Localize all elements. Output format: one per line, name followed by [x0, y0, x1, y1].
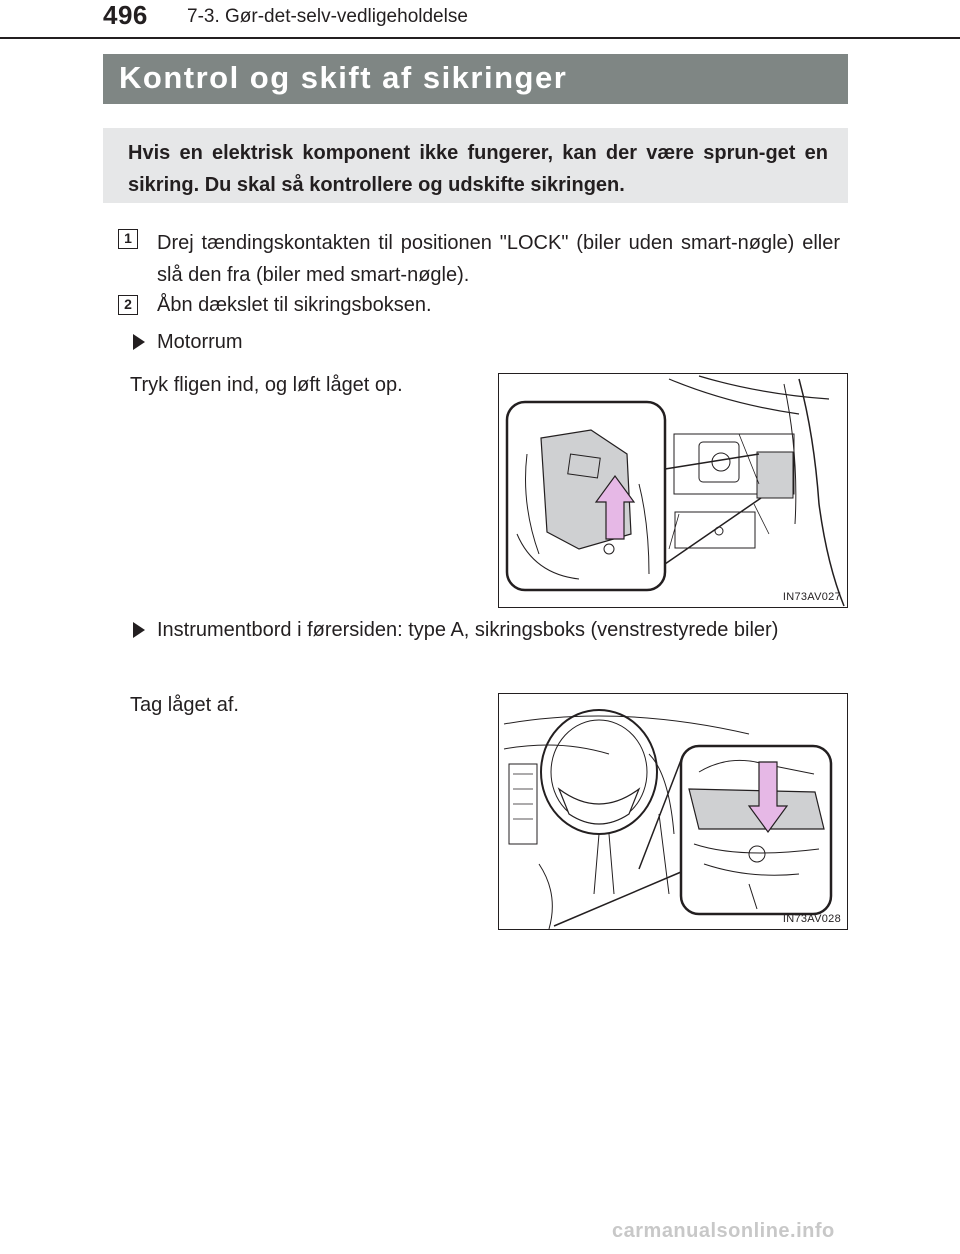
step-badge-1: 1 [118, 229, 138, 249]
instrument-panel-illustration [498, 693, 848, 930]
step-2-text: Åbn dækslet til sikringsboksen. [157, 294, 432, 316]
engine-fuse-box-drawing [499, 374, 849, 609]
header-rule [0, 37, 960, 39]
step-badge-2: 2 [118, 295, 138, 315]
bullet-triangle-icon [133, 622, 145, 638]
intro-box [103, 128, 848, 203]
dashboard-fuse-box-drawing [499, 694, 849, 931]
section-banner [103, 54, 848, 104]
subsection-2-heading: Instrumentbord i førersiden: type A, sikringsboks (venstrestyrede biler) [157, 619, 779, 641]
subsection-1-instruction: Tryk fligen ind, og løft låget op. [130, 374, 403, 396]
subsection-1-heading: Motorrum [157, 331, 243, 353]
page-number: 496 [103, 0, 148, 30]
step-1-text: Drej tændingskontakten til positionen "LOCK" (biler uden smart-nøgle) eller slå den fra (biler med smart-nøgle). [157, 232, 840, 286]
figure-code-2: IN73AV028 [782, 913, 841, 925]
section-title: Kontrol og skift af sikringer [119, 60, 568, 95]
intro-text: Hvis en elektrisk komponent ikke fungerer, kan der være sprun-get en sikring. Du skal så kontrollere og udskifte sikringen. [128, 142, 828, 196]
running-header: 7-3. Gør-det-selv-vedligeholdelse [187, 6, 468, 27]
figure-code-1: IN73AV027 [782, 591, 841, 603]
subsection-2-instruction: Tag låget af. [130, 694, 239, 716]
engine-compartment-illustration [498, 373, 848, 608]
bullet-triangle-icon [133, 334, 145, 350]
site-watermark: carmanualsonline.info [612, 1220, 835, 1242]
